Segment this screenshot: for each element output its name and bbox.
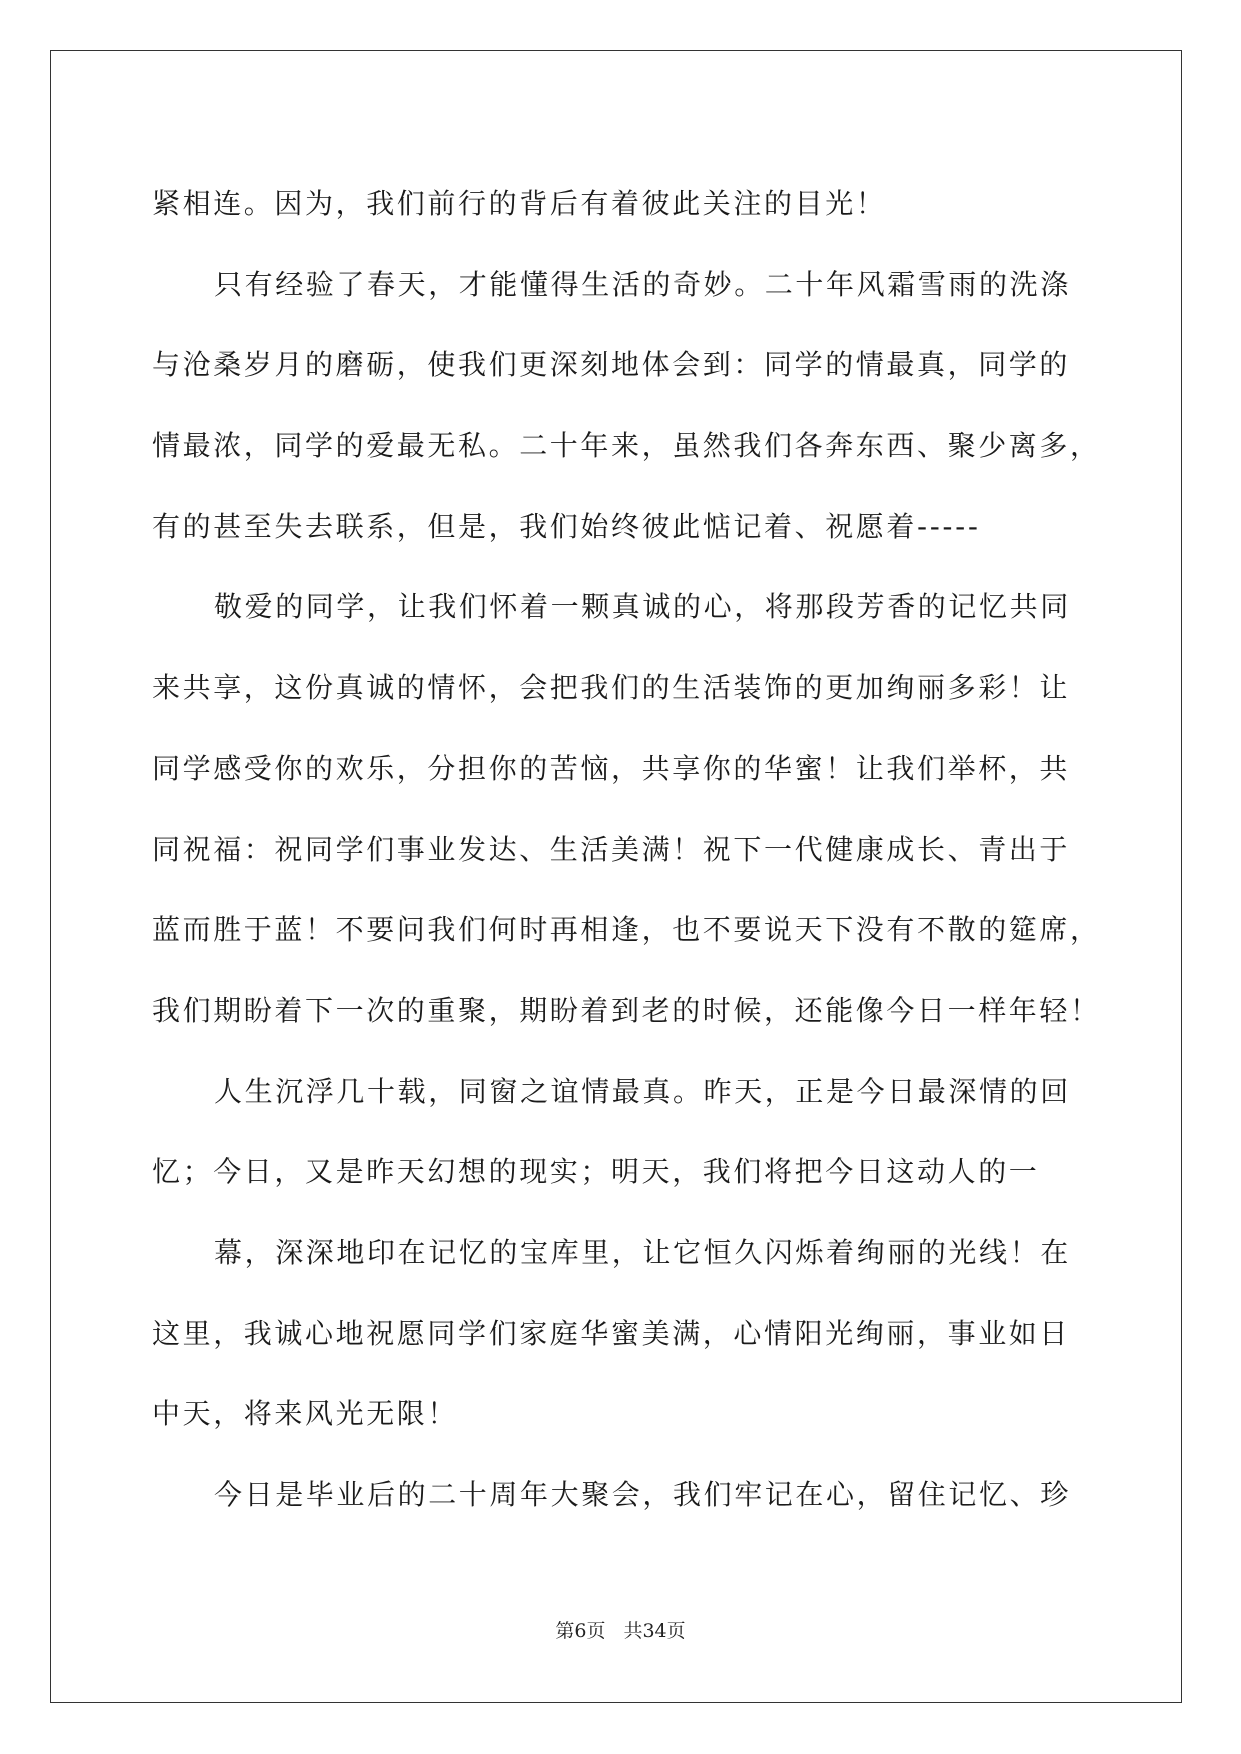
text-line: 人生沉浮几十载，同窗之谊情最真。昨天，正是今日最深情的回 <box>214 1074 1071 1108</box>
text-line: 只有经验了春天，才能懂得生活的奇妙。二十年风霜雪雨的洗涤 <box>214 267 1071 301</box>
text-line: 蓝而胜于蓝！不要问我们何时再相逢，也不要说天下没有不散的筵席， <box>152 913 1101 947</box>
text-line: 有的甚至失去联系，但是，我们始终彼此惦记着、祝愿着----- <box>152 509 981 543</box>
text-line: 紧相连。因为，我们前行的背后有着彼此关注的目光！ <box>152 187 887 220</box>
text-line: 敬爱的同学，让我们怀着一颗真诚的心，将那段芳香的记忆共同 <box>214 590 1071 624</box>
text-line: 这里，我诚心地祝愿同学们家庭华蜜美满，心情阳光绚丽，事业如日 <box>152 1316 1071 1350</box>
text-line: 忆；今日，又是昨天幻想的现实；明天，我们将把今日这动人的一 <box>152 1155 1040 1189</box>
text-line: 来共享，这份真诚的情怀，会把我们的生活装饰的更加绚丽多彩！让 <box>152 671 1071 705</box>
text-line: 与沧桑岁月的磨砺，使我们更深刻地体会到：同学的情最真，同学的 <box>152 348 1071 382</box>
text-line: 幕，深深地印在记忆的宝库里，让它恒久闪烁着绚丽的光线！在 <box>214 1235 1071 1269</box>
text-line: 我们期盼着下一次的重聚，期盼着到老的时候，还能像今日一样年轻！ <box>152 993 1101 1027</box>
page-footer <box>0 1616 1241 1643</box>
text-line: 情最浓，同学的爱最无私。二十年来，虽然我们各奔东西、聚少离多， <box>152 429 1101 463</box>
page-number: 第6页 <box>555 1620 606 1642</box>
document-body <box>152 164 1101 1536</box>
text-line: 今日是毕业后的二十周年大聚会，我们牢记在心，留住记忆、珍 <box>214 1478 1071 1511</box>
text-line: 中天，将来风光无限！ <box>152 1397 459 1431</box>
page-total: 共34页 <box>623 1620 686 1642</box>
text-line: 同祝福：祝同学们事业发达、生活美满！祝下一代健康成长、青出于 <box>152 832 1071 866</box>
text-line: 同学感受你的欢乐，分担你的苦恼，共享你的华蜜！让我们举杯，共 <box>152 751 1071 785</box>
